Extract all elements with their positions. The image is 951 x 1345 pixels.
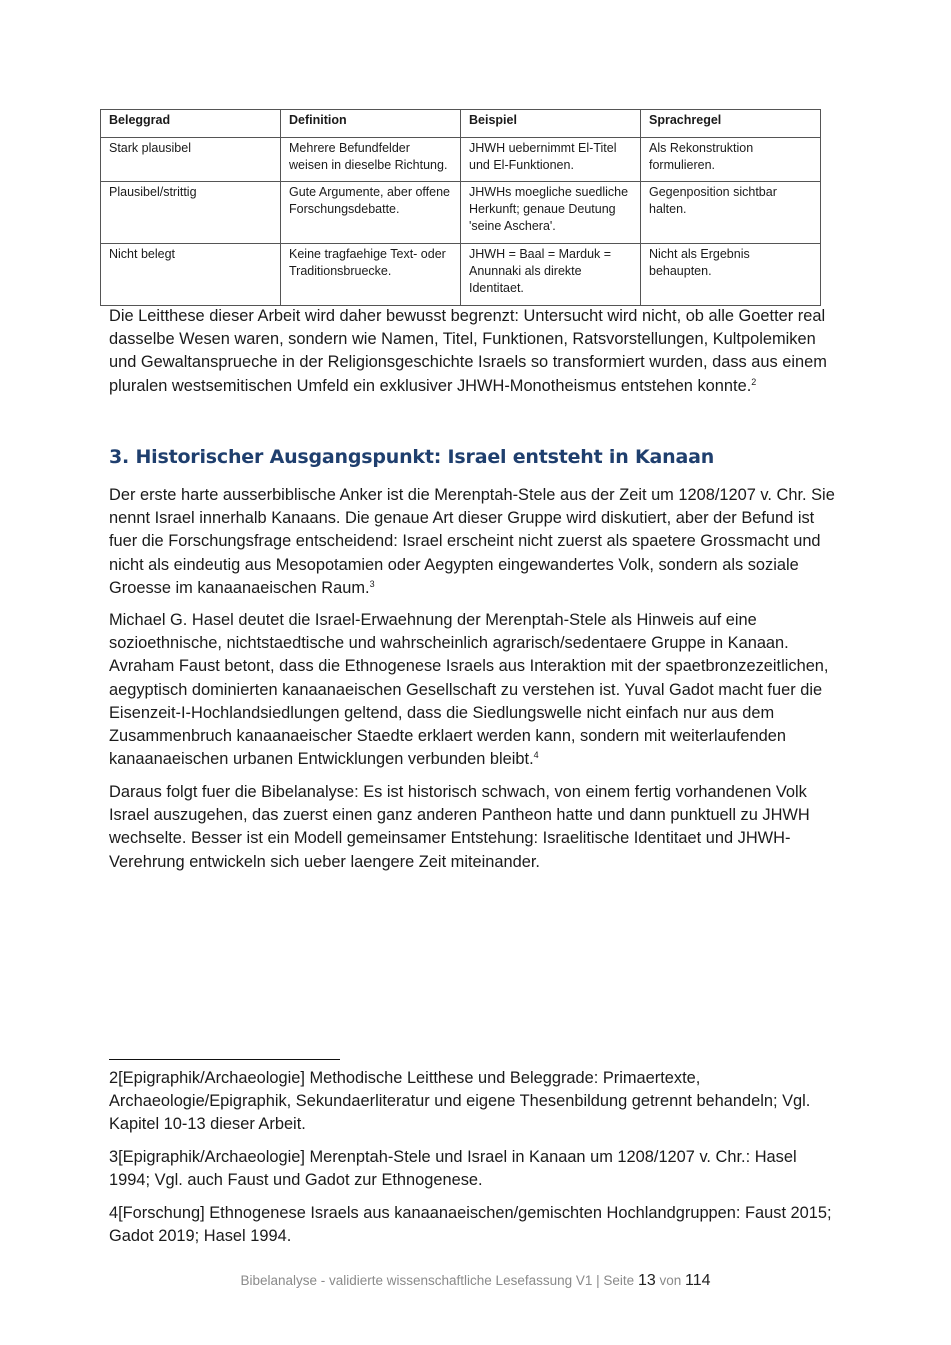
table-row [101, 244, 821, 306]
evidence-grade-table [100, 109, 821, 306]
table-row [101, 138, 821, 182]
paragraph-text: Michael G. Hasel deutet die Israel-Erwaehnung der Merenptah-Stele als Hinweis auf eine sozioethnische, nichtstaedtische und wahrscheinlich agrarisch/sedentaere Gruppe in Kanaan. Avraham Faust betont, dass die Ethnogenese Israels aus Interaktion mit der spaetbronzezeitlichen, aegyptisch dominierten kanaanaeischen Gesellschaft zu verstehen ist. Yuval Gadot macht fuer die Eisenzeit-I-Hochlandsiedlungen geltend, dass die Siedlungswelle nicht einfach nur aus dem Zusammenbruch kanaanaeischer Staedte erklaert werden kann, sondern mit weiterlaufenden kanaanaeischen urbanen Entwicklungen verbunden bleibt. [109, 611, 829, 769]
page-number: 13 [637, 1272, 656, 1289]
footnote: 4[Forschung] Ethnogenese Israels aus kanaanaeischen/gemischten Hochlandgruppen: Faust 2015; Gadot 2019; Hasel 1994. [109, 1204, 832, 1246]
footer-of: von [659, 1273, 682, 1288]
footnote-ref[interactable]: 2 [751, 376, 757, 387]
footnote: 2[Epigraphik/Archaeologie] Methodische Leitthese und Beleggrade: Primaertexte, Archaeologie/Epigraphik, Sekundaerliteratur und eigene Thesenbildung getrennt behandeln; Vgl. Kapitel 10-13 dieser Arbeit. [109, 1069, 811, 1134]
body-paragraph [109, 609, 839, 771]
table-cell: JHWH uebernimmt El-Titel und El-Funktionen. [461, 138, 641, 182]
table-cell: Gegenposition sichtbar halten. [641, 182, 821, 244]
body-paragraph [109, 484, 839, 600]
table-cell: Als Rekonstruktion formulieren. [641, 138, 821, 182]
table-cell: Plausibel/strittig [101, 182, 281, 244]
table-cell: Keine tragfaehige Text- oder Traditionsbruecke. [281, 244, 461, 306]
paragraph-text: Daraus folgt fuer die Bibelanalyse: Es ist historisch schwach, von einem fertig vorhandenen Volk Israel auszugehen, das zuerst einen ganz anderen Pantheon hatte und dann punktuell zu JHWH wechselte. Besser ist ein Modell gemeinsamer Entstehung: Israelitische Identitaet und JHWH-Verehrung entwickeln sich ueber laengere Zeit miteinander. [109, 783, 810, 871]
table-row [101, 182, 821, 244]
table-cell: JHWH = Baal = Marduk = Anunnaki als direkte Identitaet. [461, 244, 641, 306]
column-header: Beispiel [461, 110, 641, 138]
footer-title: Bibelanalyse - validierte wissenschaftliche Lesefassung V1 | Seite [240, 1273, 635, 1288]
column-header: Definition [281, 110, 461, 138]
section-heading: 3. Historischer Ausgangspunkt: Israel entsteht in Kanaan [109, 446, 715, 468]
table-cell: Mehrere Befundfelder weisen in dieselbe Richtung. [281, 138, 461, 182]
column-header: Sprachregel [641, 110, 821, 138]
table-header-row [101, 110, 821, 138]
paragraph-text: Die Leitthese dieser Arbeit wird daher bewusst begrenzt: Untersucht wird nicht, ob alle Goetter real dasselbe Wesen waren, sondern wie Namen, Titel, Funktionen, Ratsvorstellungen, Kultpolemiken und Gewaltansprueche in der Religionsgeschichte Israels so transformiert wurden, dass aus einem pluralen westsemitischen Umfeld ein exklusiver JHWH-Monotheismus entstehen konnte. [109, 307, 827, 395]
page-footer [0, 1272, 951, 1290]
paragraph-text: Der erste harte ausserbiblische Anker ist die Merenptah-Stele aus der Zeit um 1208/1207 v. Chr. Sie nennt Israel innerhalb Kanaans. Die genaue Art dieser Gruppe wird diskutiert, aber der Befund ist fuer die Forschungsfrage entscheidend: Israel erscheint nicht zuerst als spaetere Grossmacht und nicht als eindeutig aus Mesopotamien oder Aegypten eingewandertes Volk, sondern als soziale Groesse im kanaanaeischen Raum. [109, 486, 835, 597]
table-cell: Gute Argumente, aber offene Forschungsdebatte. [281, 182, 461, 244]
footnote: 3[Epigraphik/Archaeologie] Merenptah-Stele und Israel in Kanaan um 1208/1207 v. Chr.: Hasel 1994; Vgl. auch Faust und Gadot zur Ethnogenese. [109, 1148, 797, 1190]
table-cell: Stark plausibel [101, 138, 281, 182]
intro-paragraph [109, 305, 839, 398]
footnote-separator [109, 1059, 340, 1060]
column-header: Beleggrad [101, 110, 281, 138]
footnote-ref[interactable]: 3 [369, 578, 375, 589]
footnote-ref[interactable]: 4 [533, 750, 539, 761]
body-paragraph [109, 781, 839, 874]
page-total: 114 [685, 1272, 711, 1289]
table-cell: Nicht als Ergebnis behaupten. [641, 244, 821, 306]
table-cell: JHWHs moegliche suedliche Herkunft; genaue Deutung 'seine Aschera'. [461, 182, 641, 244]
table-cell: Nicht belegt [101, 244, 281, 306]
